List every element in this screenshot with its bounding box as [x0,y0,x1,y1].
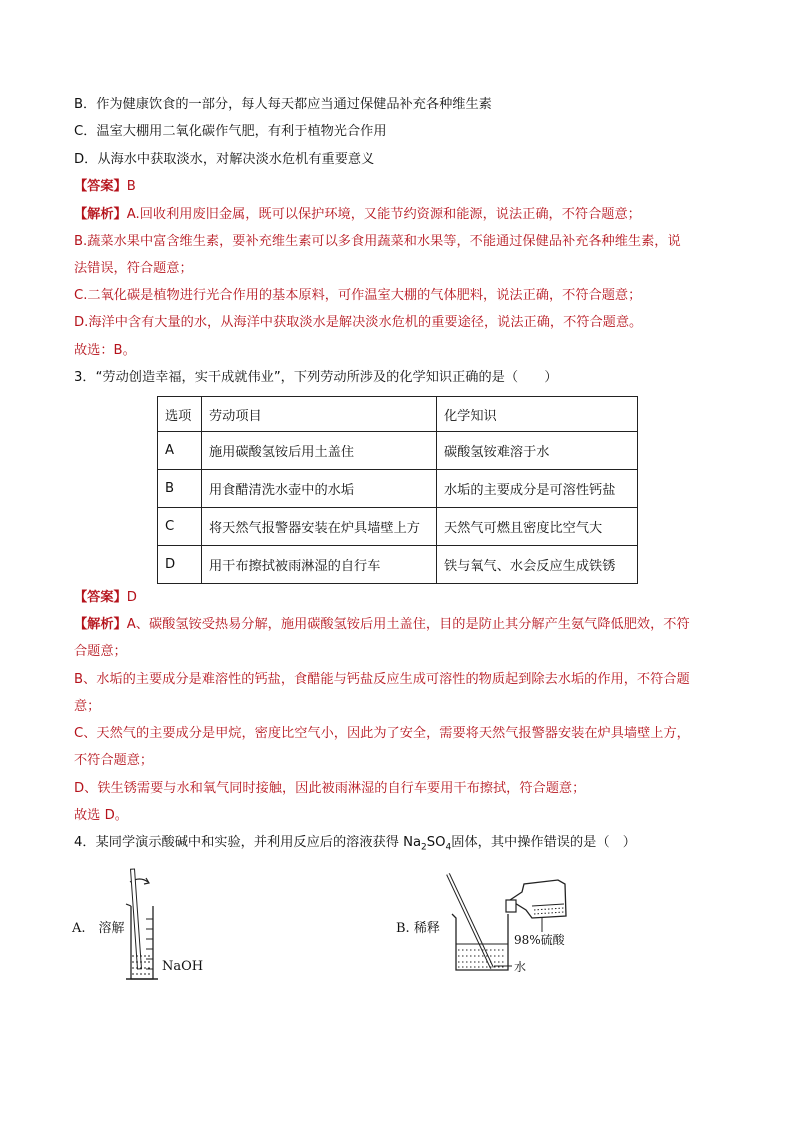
figure-a-label: A. 溶解 [72,921,125,936]
table-cell: C [158,508,202,546]
table-row [158,508,638,546]
figure-b-dilute [440,870,580,980]
naoh-label: NaOH [162,959,204,974]
table-cell: B [158,470,202,508]
table-cell: 施用碳酸氢铵后用土盖住 [202,432,437,470]
question-text: 4．某同学演示酸碱中和实验，并利用反应后的溶液获得 Na [74,835,422,850]
answer-2 [74,178,136,196]
explanation-2-b1: B.蔬菜水果中富含维生素，要补充维生素可以多食用蔬菜和水果等，不能通过保健品补充各种维生素，说 [74,234,681,249]
question-text: SO [426,835,446,850]
subscript: 2 [421,842,427,853]
explanation-2-a [74,206,641,224]
explanation-text: A.回收利用废旧金属，既可以保护环境，又能节约资源和能源，说法正确，不符合题意； [126,207,641,222]
explanation-2-c: C.二氧化碳是植物进行光合作用的基本原料，可作温室大棚的气体肥料，说法正确，不符合题意； [74,288,642,303]
subscript: 4 [445,842,452,853]
table-row [158,470,638,508]
table-header-cell: 劳动项目 [202,397,437,432]
acid-label: 98%硫酸 [514,933,565,947]
table-header-row [158,397,638,432]
answer-value: D [126,590,137,605]
explanation-3-b1: B、水垢的主要成分是难溶性的钙盐，食醋能与钙盐反应生成可溶性的物质起到除去水垢的作用，不符合题 [74,672,690,687]
table-cell: D [158,546,202,584]
answer-value: B [126,179,136,194]
answer-3 [74,589,137,607]
explanation-3-end: 故选 D。 [74,808,128,823]
explanation-3-a2: 合题意； [74,644,127,659]
explanation-tag: 【解析】 [74,207,127,222]
table-cell: 铁与氧气、水会反应生成铁锈 [437,546,638,584]
explanation-3-a1 [74,616,690,634]
table-cell: 将天然气报警器安装在炉具墙壁上方 [202,508,437,546]
question-text: 固体，其中操作错误的是（ ） [451,835,636,850]
option-b: B．作为健康饮食的一部分，每人每天都应当通过保健品补充各种维生素 [74,97,492,112]
explanation-3-c2: 不符合题意； [74,753,154,768]
table-cell: 水垢的主要成分是可溶性钙盐 [437,470,638,508]
figure-a-dissolve [118,864,228,989]
explanation-3-c1: C、天然气的主要成分是甲烷，密度比空气小，因此为了安全，需要将天然气报警器安装在炉具墙壁上方， [74,726,690,741]
water-label: 水 [514,960,527,974]
explanation-2-d: D.海洋中含有大量的水，从海洋中获取淡水是解决淡水危机的重要途径，说法正确，不符合题意。 [74,315,643,330]
explanation-3-b2: 意； [74,699,101,714]
table-header-cell: 选项 [158,397,202,432]
explanation-3-d: D、铁生锈需要与水和氧气同时接触，因此被雨淋湿的自行车要用干布擦拭，符合题意； [74,781,586,796]
question-3: 3．“劳动创造幸福，实干成就伟业”，下列劳动所涉及的化学知识正确的是（ ） [74,370,558,385]
explanation-2-end: 故选：B。 [74,343,136,358]
table-row [158,546,638,584]
answer-tag: 【答案】 [74,590,127,605]
options-table [157,396,638,584]
table-header-cell: 化学知识 [437,397,638,432]
table-cell: 用食醋清洗水壶中的水垢 [202,470,437,508]
table-cell: 碳酸氢铵难溶于水 [437,432,638,470]
explanation-2-b2: 法错误，符合题意； [74,261,193,276]
table-row [158,432,638,470]
explanation-tag: 【解析】 [74,617,127,632]
figure-b-label: B. 稀释 [396,921,440,936]
option-c: C．温室大棚用二氧化碳作气肥，有利于植物光合作用 [74,124,387,139]
table-cell: A [158,432,202,470]
question-4 [74,834,636,857]
table-cell: 用干布擦拭被雨淋湿的自行车 [202,546,437,584]
explanation-text: A、碳酸氢铵受热易分解，施用碳酸氢铵后用土盖住，目的是防止其分解产生氨气降低肥效，不符 [126,617,690,632]
option-d: D．从海水中获取淡水，对解决淡水危机有重要意义 [74,152,375,167]
table-cell: 天然气可燃且密度比空气大 [437,508,638,546]
answer-tag: 【答案】 [74,179,127,194]
